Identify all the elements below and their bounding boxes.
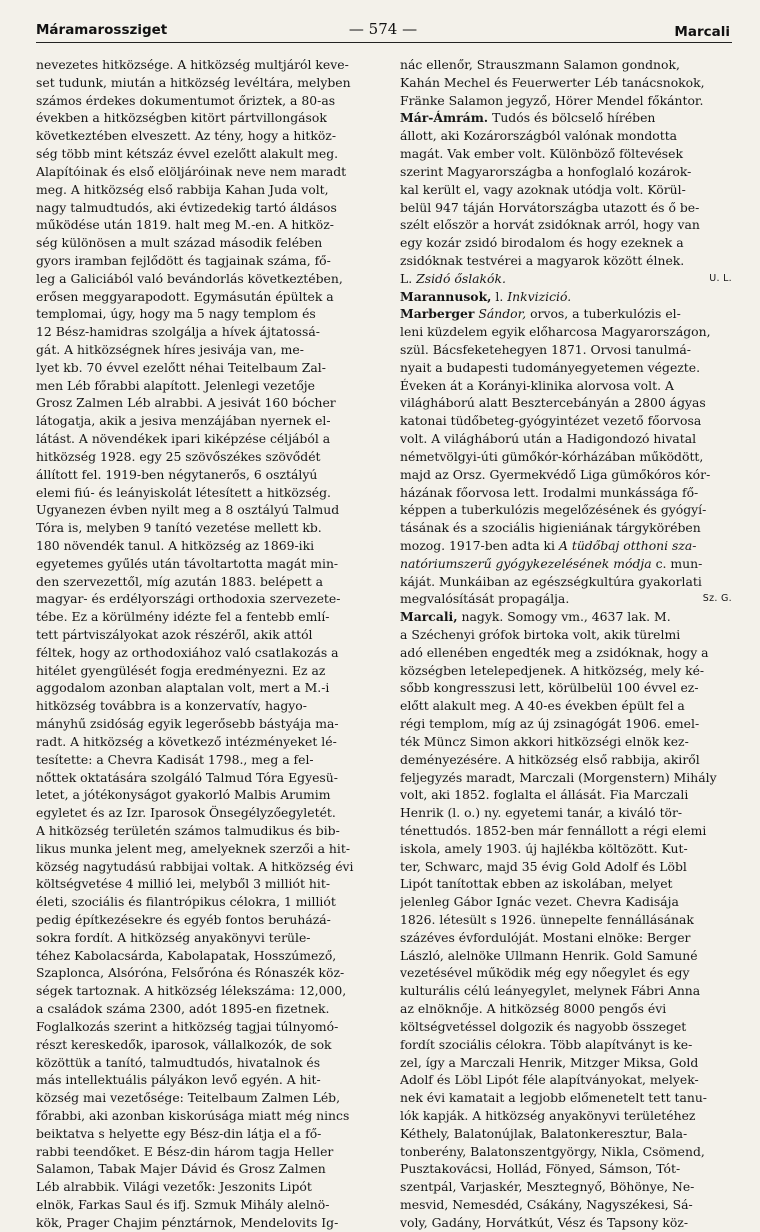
italic-title: natóriumszerű gyógykezelésének módja [400,555,652,571]
text-line [36,109,382,127]
text-run: 1826. létesült s 1926. ünnepelte fennállásának [400,912,694,927]
text-run: más intellektuális pályákon levő egyén. A hit- [36,1072,321,1088]
text-run: volt, aki 1852. foglalta el állását. Fia Marczali [400,787,689,803]
text-line [36,377,382,395]
text-run: előtt alakult meg. A 40-es években épült fel a [400,698,685,714]
text-line [36,1196,382,1214]
text-run: szerint Magyarországba a honfoglaló kozárok- [400,163,692,179]
text-line [400,982,732,1000]
text-run: majd az Orsz. Gyermekvédő Liga gümőkóros kór- [400,466,711,482]
text-run: sokra fordít. A hitközség anyakönyvi terüle- [36,929,311,945]
text-line [36,1000,382,1018]
text-line [36,92,382,110]
text-run: főrabbi, aki azonban kiskorúsága miatt még nincs [36,1107,350,1123]
text-line [400,1054,732,1072]
text-line [36,181,382,199]
text-line [400,573,732,591]
text-line [400,1018,732,1036]
text-line [36,56,382,74]
text-run: látást. A növendékek ipari kiképzése céljából a [36,431,331,447]
text-line [400,199,732,217]
text-line [36,484,382,502]
text-line [400,359,732,377]
text-line [400,377,732,395]
text-line [36,1054,382,1072]
text-run: község mai vezetősége: Teitelbaum Zalmen Léb, [36,1090,341,1106]
text-run: Henrik (l. o.) ny. egyetemi tanár, a kiváló tör- [400,805,683,821]
text-run: ter, Schwarc, majd 35 évig Gold Adolf és Löbl [400,858,687,874]
text-run: nevezetes hitközsége. A hitközség multjáról keve- [36,57,349,72]
text-run: erősen meggyarapodott. Egymásután épültek a [36,288,334,304]
page-number: — 574 — [348,20,418,38]
text-line [400,252,732,270]
text-run: Pusztakovácsi, Hollád, Fönyed, Sámson, Tót- [400,1161,681,1177]
text-run: megvalósítását propagálja. [400,591,570,607]
text-run: ténettudós. 1852-ben már fennállott a régi elemi [400,822,707,838]
text-run: egyletet és az Izr. Iparosok Önsegélyzőegyletét. [36,805,336,821]
header-left-catchword: Máramarossziget [36,22,168,38]
text-line [36,127,382,145]
text-line [36,1214,382,1232]
text-line [36,1143,382,1161]
text-run: elemi fiú- és leányiskolát létesített a hitközség. [36,484,331,500]
text-run: sőbb kongresszusi lett, körülbelül 100 évvel ez- [400,680,699,696]
text-run: den szervezettől, míg azután 1883. belépett a [36,573,324,589]
right-column [400,56,732,1232]
text-run: ték Müncz Simon akkori hitközségi elnök kez- [400,733,689,749]
text-line [36,697,382,715]
text-run: Grosz Zalmen Léb alrabbi. A jesivát 160 bócher [36,395,336,411]
left-column [36,56,382,1232]
text-line [400,466,732,484]
text-run: Alapítóinak és első elöljáróinak neve nem maradt [36,163,347,179]
text-run: szélt először a horvát zsidóknak arról, hogy van [400,217,700,233]
text-line [400,412,732,430]
text-run: látogatja, akik a jesiva menzájában nyernek el- [36,413,331,429]
text-line [400,270,732,288]
text-run: számos érdekes dokumentumot őriztek, a 80-as [36,92,336,108]
text-run: tonberény, Balatonszentgyörgy, Nikla, Csömend, [400,1143,705,1159]
text-line [400,644,732,662]
text-run: a családok száma 2300, adót 1895-en fizetnek. [36,1001,330,1017]
text-line [36,715,382,733]
text-run: közöttük a tanító, talmudtudós, hivatalnok és [36,1054,321,1070]
text-line [400,875,732,893]
text-run: világháború alatt Besztercebányán a 2800 ágyas [400,395,706,411]
text-run: volt. A világháború után a Hadigondozó hivatal [400,431,697,447]
text-run: feljegyzés maradt, Marczali (Morgenstern) Mihály [400,769,717,785]
text-run: községben letelepedjenek. A hitközség, mely ké- [400,662,705,678]
text-line [400,822,732,840]
text-line [36,1178,382,1196]
text-run: egyetemes gyűlés után távoltartotta magát min- [36,555,339,571]
text-line [36,252,382,270]
text-line [36,537,382,555]
text-line [36,786,382,804]
text-run: Kahán Mechel és Feuerwerter Léb tanácsnokok, [400,74,705,90]
text-line [400,288,732,306]
text-run: százéves évfordulóját. Mostani elnöke: Berger [400,929,691,945]
text-run: L. [400,270,417,286]
text-run: likus munka jelent meg, amelyeknek szerzői a hit- [36,840,351,856]
text-line [36,555,382,573]
text-line [400,947,732,965]
text-line [400,92,732,110]
text-run: elnök, Farkas Saul és ifj. Szmuk Mihály alelnö- [36,1197,330,1212]
text-run: képpen a tuberkulózis megelőzésének és gyógyí- [400,502,707,518]
text-run: Léb alrabbik. Világi vezetők: Jeszonits Lipót [36,1179,312,1195]
text-run: radt. A hitközség a következő intézményeket lé- [36,733,337,749]
text-line [36,1089,382,1107]
text-run: l. [491,288,508,304]
text-run: állított fel. 1919-ben négytanerős, 6 osztályú [36,466,318,482]
text-line [400,234,732,252]
text-run: költségvetéssel dolgozik és nagyobb összeget [400,1018,687,1034]
text-run: Salamon, Tabak Majer Dávid és Grosz Zalmen [36,1161,326,1177]
text-line [400,74,732,92]
text-line [400,1178,732,1196]
text-line [400,1214,732,1232]
text-run: men Léb főrabbi alapított. Jelenlegi vezetője [36,377,315,393]
text-run: kal került el, vagy azoknak utódja volt. Körül- [400,181,686,197]
running-head [36,20,730,40]
text-line [400,519,732,537]
text-run: Fränke Salamon jegyző, Hörer Mendel főkántor. [400,92,704,108]
italic-reference: Zsidó őslakók. [416,270,506,286]
text-run: nek évi kamatait a legjobb előmenetelt tett tanu- [400,1090,707,1106]
text-run: téhez Kabolacsárda, Kabolapatak, Hosszúmező, [36,947,337,963]
text-line [36,947,382,965]
text-run: féltek, hogy az orthodoxiához való csatlakozás a [36,644,339,660]
text-run: tesítette: a Chevra Kadisát 1798., meg a fel- [36,751,314,767]
text-run: lók kapják. A hitközség anyakönyvi területéhez [400,1107,696,1123]
text-line [36,466,382,484]
text-line [400,590,732,608]
text-run: rabbi teendőket. E Bész-din három tagja Heller [36,1143,334,1159]
text-line [400,181,732,199]
text-line [400,145,732,163]
headword: Marcali, [400,609,458,625]
text-line [36,662,382,680]
text-line [400,929,732,947]
text-run: vezetésével működik még egy nőegylet és egy [400,965,690,981]
text-line [36,769,382,787]
italic-reference: Inkvizició. [507,288,572,304]
text-line [36,893,382,911]
text-run: aggodalom azonban alaptalan volt, mert a M.-i [36,680,330,696]
text-run: Szaplonca, Alsóróna, Felsőróna és Rónaszék köz- [36,965,345,981]
text-line [36,626,382,644]
text-line [400,555,732,573]
text-line [400,679,732,697]
text-line [400,127,732,145]
text-line [400,56,732,74]
text-run: c. mun- [651,555,703,571]
text-run: nagyk. Somogy vm., 4637 lak. M. [457,609,671,625]
header-rule [36,42,732,43]
text-run: ség különösen a mult század második felében [36,235,323,251]
text-line [400,1143,732,1161]
text-line [36,359,382,377]
text-run: mozog. 1917-ben adta ki [400,537,559,553]
text-line [36,929,382,947]
text-line [400,1107,732,1125]
text-line [36,608,382,626]
text-run: Adolf és Löbl Lipót féle alapítványokat, melyek- [400,1072,699,1088]
text-run: következtében elveszett. Az tény, hogy a hitköz- [36,128,337,144]
headword: Marberger [400,306,475,322]
text-run: jelenleg Gábor Ignác vezet. Chevra Kadisája [400,894,679,910]
text-line [400,697,732,715]
text-run: németvölgyi-úti gümőkór-kórházában működött, [400,448,704,464]
text-line [36,1107,382,1125]
text-run: zel, így a Marczali Henrik, Mitzger Miksa, Gold [400,1054,699,1070]
text-run: beiktatva s helyette egy Bész-din látja el a fő- [36,1125,322,1141]
text-line [400,715,732,733]
text-run: leni küzdelem egyik előharcosa Magyarországon, [400,324,711,340]
text-line [400,163,732,181]
text-line [400,858,732,876]
text-line [400,448,732,466]
text-run: ség több mint kétszáz évvel ezelőtt alakult meg. [36,146,339,162]
text-line [400,484,732,502]
text-run: 180 növendék tanul. A hitközség az 1869-iki [36,537,315,553]
text-line [400,608,732,626]
text-run: hitközség 1928. egy 25 szövőszékes szövődét [36,448,321,464]
text-line [400,430,732,448]
text-run: nyait a budapesti tudományegyetemen végezte. [400,359,701,375]
text-line [400,537,732,555]
text-run: tett pártviszályokat azok részéről, akik attól [36,627,313,642]
text-line [36,822,382,840]
text-run: hitközség továbbra is a konzervatív, hagyo- [36,698,307,714]
text-run: ségek tartoznak. A hitközség lélekszáma: 12,000, [36,983,347,999]
text-line [36,679,382,697]
text-line [36,1036,382,1054]
text-line [400,786,732,804]
text-run: templomai, úgy, hogy ma 5 nagy templom és [36,306,316,322]
text-line [400,804,732,822]
text-line [400,964,732,982]
text-run: káját. Munkáiban az egészségkultúra gyakorlati [400,573,702,589]
headword: Már-Ámrám. [400,110,489,126]
text-line [400,751,732,769]
text-line [36,323,382,341]
text-line [36,501,382,519]
text-run: Ugyanezen évben nyilt meg a 8 osztályú Talmud [36,502,340,518]
text-run: szentpál, Varjaskér, Mesztegnyő, Böhönye, Ne- [400,1179,695,1195]
text-line [36,964,382,982]
text-line [400,1160,732,1178]
text-run: lyet kb. 70 évvel ezelőtt néhai Teitelbaum Zal- [36,359,326,375]
text-line [36,163,382,181]
text-run: gyors iramban fejlődött és tagjainak száma, fő- [36,252,331,268]
text-line [400,323,732,341]
text-line [36,1071,382,1089]
text-line [400,733,732,751]
text-line [36,804,382,822]
text-run: kök, Prager Chajim pénztárnok, Mendelovits Ig- [36,1214,339,1230]
text-run: tébe. Ez a körülmény idézte fel a fentebb emlí- [36,609,330,625]
text-line [400,1089,732,1107]
text-line [36,1018,382,1036]
text-line [36,341,382,359]
text-run: Foglalkozás szerint a hitközség tagjai túlnyomó- [36,1018,339,1034]
text-run: életi, szociális és filantrópikus célokra, 1 milliót [36,894,336,910]
text-run: hitélet gyengülését fogja eredményezni. Ez az [36,662,326,678]
text-run: Éveken át a Korányi-klinika alorvosa volt. A [400,377,674,393]
text-line [400,1125,732,1143]
text-run: állott, aki Kozárországból valónak mondotta [400,128,678,144]
text-run: magyar- és erdélyországi orthodoxia szervezete- [36,591,341,607]
text-run: gát. A hitközségnek híres jesivája van, me- [36,342,304,357]
text-run: egy kozár zsidó birodalom és hogy ezeknek a [400,235,684,251]
text-run: letet, a jótékonyságot gyakorló Malbis Arumim [36,787,331,803]
text-run: belül 947 táján Horvátországba utazott és ő be- [400,199,700,215]
text-line [400,626,732,644]
header-right-catchword: Marcali [674,24,730,40]
text-line [36,412,382,430]
text-line [36,305,382,323]
text-run: házának főorvosa lett. Irodalmi munkássága fő- [400,484,699,500]
text-run: László, alelnöke Ullmann Henrik. Gold Samuné [400,947,698,963]
text-line [400,305,732,323]
text-run: voly, Gadány, Horvátkút, Vész és Tapsony köz- [400,1214,689,1230]
text-run: nőttek oktatására szolgáló Talmud Tóra Egyesü- [36,769,338,785]
text-run: fordít szociális célokra. Több alapítványt is ke- [400,1036,693,1052]
text-line [400,840,732,858]
text-line [36,74,382,92]
text-line [36,234,382,252]
text-run: szül. Bácsfeketehegyen 1871. Orvosi tanulmá- [400,342,691,357]
text-run: Tóra is, melyben 9 tanító vezetése mellett kb. [36,520,322,536]
text-line [36,394,382,412]
text-line [36,875,382,893]
text-run: leg a Galiciából való bevándorlás következtében, [36,270,343,286]
text-run: deményezésére. A hitközség első rabbija, akiről [400,751,700,767]
text-run: adó ellenében engedték meg a zsidóknak, hogy a [400,644,709,660]
text-line [400,501,732,519]
text-line [400,662,732,680]
text-line [36,288,382,306]
author-signature: Sz. G. [702,593,732,605]
text-line [36,1160,382,1178]
text-run: években a hitközségben kitört pártvillongások [36,110,327,126]
text-line [400,1036,732,1054]
headword: Marannusok, [400,288,492,304]
text-line [36,911,382,929]
text-run: Kéthely, Balatonújlak, Balatonkeresztur, Bala- [400,1125,688,1141]
text-run: részt kereskedők, iparosok, vállalkozók, de sok [36,1036,332,1052]
text-line [36,145,382,163]
text-line [400,911,732,929]
author-signature: U. L. [709,272,732,284]
text-run: meg. A hitközség első rabbija Kahan Juda volt, [36,181,329,197]
text-run: set tudunk, miután a hitközség levéltára, melyben [36,74,351,90]
text-run: költségvetése 4 millió lei, melyből 3 milliót hit- [36,876,331,892]
text-run: magát. Vak ember volt. Különböző föltevések [400,146,683,162]
text-run: tásának és a szociális higieniának tárgykörében [400,520,701,536]
text-run: kulturális célú leányegylet, melynek Fábri Anna [400,983,701,999]
text-line [36,1125,382,1143]
text-run: a Széchenyi grófok birtoka volt, akik türelmi [400,627,681,642]
text-line [400,1071,732,1089]
text-line [400,394,732,412]
text-line [36,430,382,448]
text-line [400,769,732,787]
text-run: nagy talmudtudós, aki évtizedekig tartó áldásos [36,199,337,215]
text-run: A hitközség területén számos talmudikus és bib- [36,822,340,838]
text-run: pedig építkezésekre és egyéb fontos beruházá- [36,912,331,927]
text-line [400,1000,732,1018]
text-line [36,270,382,288]
text-line [400,109,732,127]
text-run: orvos, a tuberkulózis el- [526,306,681,322]
text-line [36,216,382,234]
text-line [36,982,382,1000]
text-run: mesvid, Nemesdéd, Csákány, Nagyszékesi, Sá- [400,1197,693,1212]
text-line [36,573,382,591]
text-run: az elnöknője. A hitközség 8000 pengős évi [400,1001,667,1017]
italic-title: A tüdőbaj otthoni sza- [558,537,697,553]
italic-run: Sándor, [474,306,527,322]
text-line [400,893,732,911]
text-line [36,733,382,751]
text-line [400,341,732,359]
text-run: Tudós és bölcselő hírében [488,110,656,126]
text-line [36,590,382,608]
text-line [36,840,382,858]
text-line [400,1196,732,1214]
text-run: 12 Bész-hamidras szolgálja a hívek ájtatossá- [36,324,320,340]
text-run: működése után 1819. halt meg M.-en. A hitköz- [36,217,334,233]
text-run: mányhű zsidóság egyik legerősebb bástyája ma- [36,716,339,732]
text-line [400,216,732,234]
text-run: katonai tüdőbeteg-gyógyintézet vezető főorvosa [400,413,702,429]
text-line [36,199,382,217]
text-run: község nagytudású rabbijai voltak. A hitközség évi [36,858,354,874]
text-line [36,858,382,876]
text-line [36,519,382,537]
text-line [36,751,382,769]
text-run: Lipót tanítottak ebben az iskolában, melyet [400,876,673,892]
text-line [36,644,382,662]
text-run: zsidóknak testvérei a magyarok között élnek. [400,252,685,268]
text-line [36,448,382,466]
text-run: régi templom, míg az új zsinagógát 1906. emel- [400,716,700,732]
text-run: nác ellenőr, Strauszmann Salamon gondnok, [400,57,680,72]
text-run: iskola, amely 1903. új hajlékba költözött. Kut- [400,840,688,856]
